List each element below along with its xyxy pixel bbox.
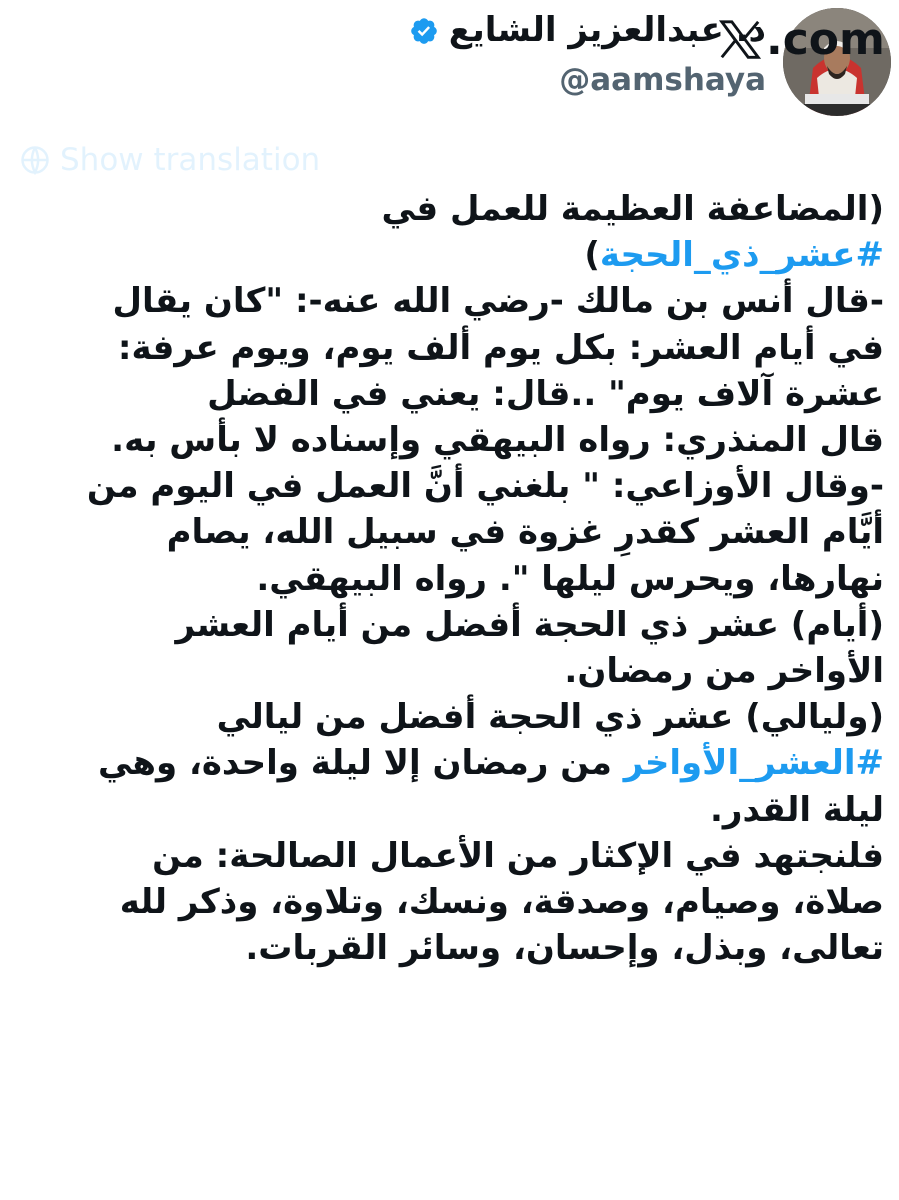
tweet-line-text: -وقال الأوزاعي: " بلغني أنَّ العمل في اليوم من [86,466,884,507]
tweet-line [24,694,884,740]
show-translation-link[interactable] [20,142,320,178]
tweet-line-text: أيَّام العشر كقدرِ غزوة في سبيل الله، يصام [166,512,884,553]
tweet-line [24,648,884,694]
tweet-header [0,0,899,140]
tweet-line-text: (أيام) عشر ذي الحجة أفضل من أيام العشر [175,604,884,645]
tweet-line-text: الأواخر من رمضان. [564,651,884,692]
tweet-line-text: فلنجتهد في الإكثار من الأعمال الصالحة: من [152,835,884,876]
x-logo-icon [718,20,762,60]
tweet-line [24,278,884,324]
tweet-line [24,787,884,833]
tweet-line-text: -قال أنس بن مالك -رضي الله عنه-: "كان يقال [112,281,884,322]
x-com-logo [718,14,885,65]
tweet-line-text: (وليالي) عشر ذي الحجة أفضل من ليالي [216,697,884,738]
author-handle[interactable]: @aamshaya [559,62,766,98]
tweet-line [24,602,884,648]
tweet-line-text: نهارها، ويحرس ليلها ". رواه البيهقي. [256,558,884,599]
tweet-line [24,371,884,417]
verified-badge-icon [409,15,439,45]
tweet-line [24,879,884,925]
tweet-line-text: من رمضان إلا ليلة واحدة، وهي [98,743,624,784]
tweet-line [24,925,884,971]
tweet-line [24,833,884,879]
tweet-line [24,509,884,555]
tweet-line-text: ) [584,235,600,276]
hashtag-link[interactable]: #العشر_الأواخر [623,743,884,784]
tweet-line-text: في أيام العشر: بكل يوم ألف يوم، ويوم عرفة: [117,327,884,368]
author-display-name[interactable]: د. عبدالعزيز الشايع [448,10,766,50]
tweet-line-text: ليلة القدر. [709,789,884,830]
show-translation-label[interactable]: Show translation [60,142,321,178]
tweet-text [24,186,884,971]
tweet-line [24,740,884,786]
globe-icon [20,145,50,175]
tweet-line [24,417,884,463]
tweet-line [24,463,884,509]
tweet-line [24,556,884,602]
tweet-line [24,232,884,278]
tweet-line [24,325,884,371]
tweet-line-text: صلاة، وصيام، وصدقة، ونسك، وتلاوة، وذكر لله [119,882,884,923]
tweet-line-text: (المضاعفة العظيمة للعمل في [381,189,884,229]
tweet-line-text: قال المنذري: رواه البيهقي وإسناده لا بأس به. [111,420,884,461]
tweet-line-text: عشرة آلاف يوم" ..قال: يعني في الفضل [207,373,884,414]
tweet-line [24,186,884,232]
logo-text: .com [766,14,885,65]
hashtag-link[interactable]: #عشر_ذي_الحجة [599,235,884,276]
author-name-row[interactable] [409,10,766,50]
tweet-line-text: تعالى، وبذل، وإحسان، وسائر القربات. [245,928,884,969]
